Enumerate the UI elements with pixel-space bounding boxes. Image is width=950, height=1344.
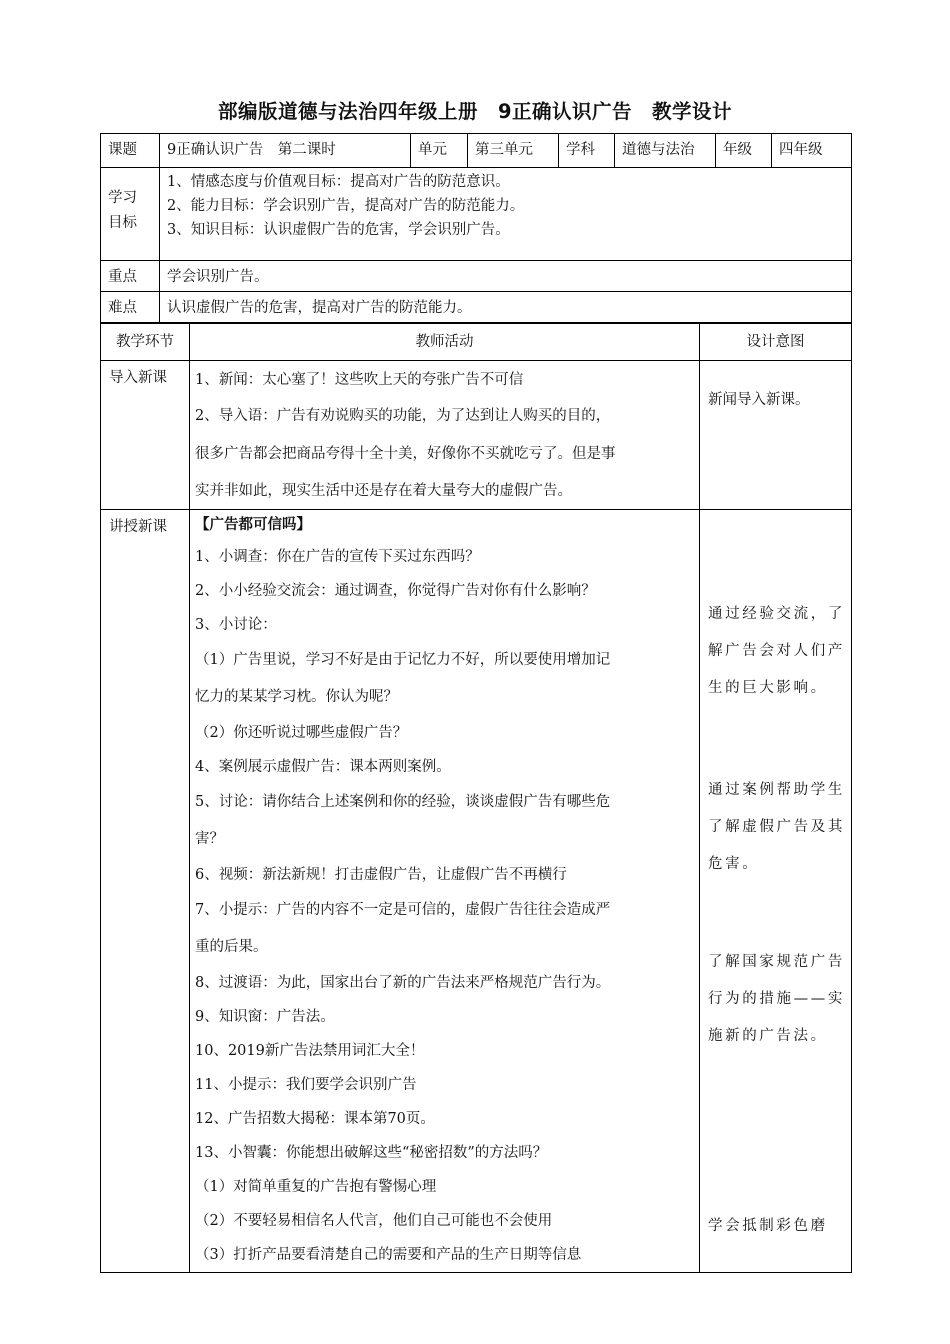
activity-line: （3）打折产品要看清楚自己的需要和产品的生产日期等信息 — [195, 1247, 582, 1263]
activity-line: 1、小调查：你在广告的宣传下买过东西吗？ — [195, 549, 480, 565]
subject-label: 学科 — [559, 134, 615, 168]
intent-note: 通过案例帮助学生了解虚假广告及其危害。 — [708, 782, 845, 872]
activity-line: （1）对简单重复的广告抱有警惕心理 — [195, 1179, 437, 1195]
course-value: 9正确认识广告 第二课时 — [160, 134, 411, 168]
intro-activities — [190, 361, 700, 510]
activity-line: （2）不要轻易相信名人代言，他们自己可能也不会使用 — [195, 1213, 553, 1229]
unit-value: 第三单元 — [468, 134, 559, 168]
activity-line: 6、视频：新法新规！打击虚假广告，让虚假广告不再横行 — [195, 867, 567, 883]
lesson-activities — [190, 510, 700, 1273]
activity-line: 害？ — [195, 831, 224, 847]
difficulty-row — [101, 292, 852, 323]
activity-line: 重的后果。 — [195, 939, 268, 955]
key-point-row — [101, 261, 852, 292]
activity-line: 2、导入语：广告有劝说购买的功能，为了达到让人购买的目的， — [195, 408, 611, 424]
objectives-label-line2: 目标 — [108, 215, 137, 231]
activity-line: 1、新闻：太心塞了！这些吹上天的夸张广告不可信 — [195, 372, 524, 388]
activity-line: 实并非如此，现实生活中还是存在着大量夸大的虚假广告。 — [195, 483, 572, 499]
activity-line: 12、广告招数大揭秘：课本第70页。 — [195, 1111, 435, 1127]
activity-line: （2）你还听说过哪些虚假广告？ — [195, 725, 408, 741]
objective-item: 2、能力目标：学会识别广告，提高对广告的防范能力。 — [167, 198, 525, 214]
course-label: 课题 — [101, 134, 160, 168]
lesson-stage: 讲授新课 — [101, 510, 190, 1273]
activity-line: （1）广告里说，学习不好是由于记忆力不好，所以要使用增加记 — [195, 652, 611, 668]
header-stage: 教学环节 — [101, 324, 190, 361]
grade-value: 四年级 — [772, 134, 852, 168]
activity-line: 11、小提示：我们要学会识别广告 — [195, 1077, 417, 1093]
objectives-row — [101, 168, 852, 261]
page-title: 部编版道德与法治四年级上册 9正确认识广告 教学设计 — [217, 100, 733, 123]
intent-note: 学会抵制彩色磨 — [708, 1218, 828, 1234]
activity-line: 3、小讨论： — [195, 617, 277, 633]
intro-row — [101, 361, 852, 510]
activity-line: 10、2019新广告法禁用词汇大全！ — [195, 1043, 425, 1059]
activity-line: 7、小提示：广告的内容不一定是可信的，虚假广告往往会造成严 — [195, 902, 611, 918]
activity-line: 很多广告都会把商品夸得十全十美，好像你不买就吃亏了。但是事 — [195, 446, 616, 462]
info-row — [101, 134, 852, 168]
lesson-row — [101, 510, 852, 1273]
objective-item: 1、情感态度与价值观目标：提高对广告的防范意识。 — [167, 174, 510, 190]
unit-label: 单元 — [411, 134, 468, 168]
header-intent: 设计意图 — [700, 324, 852, 361]
key-point-value: 学会识别广告。 — [160, 261, 852, 292]
activity-line: 4、案例展示虚假广告：课本两则案例。 — [195, 759, 451, 775]
intent-note: 通过经验交流，了解广告会对人们产生的巨大影响。 — [708, 606, 845, 696]
process-table — [100, 323, 852, 1273]
activity-line: 8、过渡语：为此，国家出台了新的广告法来严格规范广告行为。 — [195, 975, 611, 991]
process-header-row — [101, 324, 852, 361]
intro-intent: 新闻导入新课。 — [700, 361, 852, 510]
intro-stage: 导入新课 — [101, 361, 190, 510]
activity-line: 9、知识窗：广告法。 — [195, 1009, 335, 1025]
activity-line: 5、讨论：请你结合上述案例和你的经验，谈谈虚假广告有哪些危 — [195, 794, 611, 810]
difficulty-label: 难点 — [101, 292, 160, 323]
lesson-intents — [700, 510, 852, 1273]
info-table — [100, 133, 852, 323]
activity-line: 忆力的某某学习枕。你认为呢？ — [195, 689, 398, 705]
subject-value: 道德与法治 — [615, 134, 716, 168]
difficulty-value: 认识虚假广告的危害，提高对广告的防范能力。 — [160, 292, 852, 323]
key-point-label: 重点 — [101, 261, 160, 292]
intent-note: 了解国家规范广告行为的措施——实施新的广告法。 — [708, 954, 845, 1044]
objectives-label-line1: 学习 — [108, 190, 137, 206]
header-teacher: 教师活动 — [190, 324, 700, 361]
grade-label: 年级 — [716, 134, 772, 168]
objective-item: 3、知识目标：认识虚假广告的危害，学会识别广告。 — [167, 222, 510, 238]
activity-line: 13、小智囊：你能想出破解这些“秘密招数”的方法吗？ — [195, 1145, 548, 1161]
lesson-heading: 【广告都可信吗】 — [195, 517, 311, 533]
activity-line: 2、小小经验交流会：通过调查，你觉得广告对你有什么影响？ — [195, 583, 596, 599]
